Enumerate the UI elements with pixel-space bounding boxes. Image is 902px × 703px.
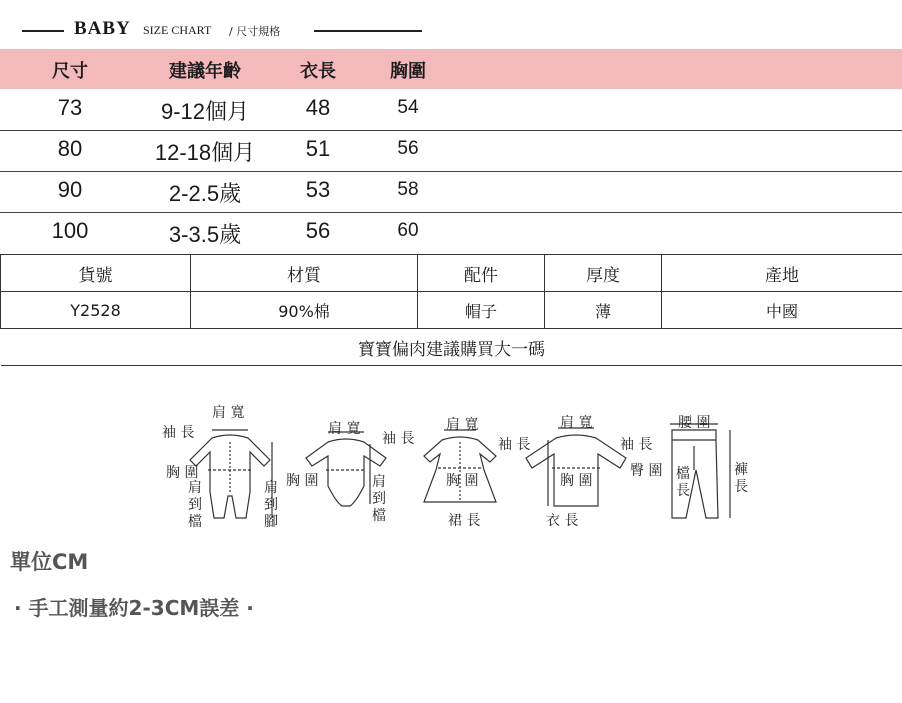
- top-shoulder-label: 肩 寬: [560, 415, 593, 431]
- pants-waist-label: 腰 圍: [678, 415, 711, 431]
- cell-chest: 54: [397, 97, 419, 118]
- top-sketch: [526, 428, 626, 506]
- cell-age: 3-3.5歲: [168, 222, 242, 247]
- pants-hip-label: 臀 圍: [630, 463, 663, 479]
- cell-chest: 56: [397, 138, 419, 159]
- attr-value-material: 90%棉: [191, 292, 418, 329]
- tolerance-note: · 手工測量約2-3CM誤差 ·: [14, 596, 254, 620]
- cell-age: 9-12個月: [160, 99, 250, 124]
- bodysuit-sleeve-label: 袖 長: [382, 431, 415, 447]
- cell-length: 56: [305, 218, 331, 243]
- attr-value-sku: Y2528: [1, 292, 191, 329]
- top-length-label: 衣 長: [546, 513, 579, 529]
- top-sleeve2-label: 袖 長: [620, 437, 653, 453]
- pants-crotch-label: 檔長: [676, 466, 690, 499]
- table-row: [0, 130, 902, 172]
- subtitle-zh: / 尺寸規格: [229, 25, 281, 38]
- cell-length: 51: [305, 136, 331, 161]
- sizing-note: 寶寶偏肉建議購買大一碼: [1, 329, 902, 366]
- romper-chest-label: 胸 圍: [166, 465, 199, 481]
- attr-value-accessory: 帽子: [418, 292, 545, 329]
- bodysuit-shoulder-crotch-label: 肩到檔: [372, 474, 386, 524]
- table-row: [0, 171, 902, 213]
- table-row: [0, 212, 902, 253]
- brand-label: BABY: [74, 18, 131, 39]
- attr-value-origin: 中國: [662, 292, 902, 329]
- romper-shoulder-label: 肩 寬: [212, 405, 245, 421]
- attr-value-thickness: 薄: [545, 292, 662, 329]
- cell-age: 2-2.5歲: [168, 181, 242, 206]
- table-row: [0, 89, 902, 131]
- dress-chest-label: 胸 圍: [446, 473, 479, 489]
- cell-chest: 60: [397, 220, 419, 241]
- attr-header-thickness: 厚度: [545, 255, 662, 292]
- column-header-size: 尺寸: [52, 61, 88, 82]
- cell-size: 73: [57, 95, 83, 120]
- title-rule-left: [22, 30, 64, 32]
- title-rule-right: [314, 30, 422, 32]
- attr-header-material: 材質: [191, 255, 418, 292]
- measurement-diagrams: [150, 400, 760, 540]
- pants-length-label: 褲長: [734, 462, 748, 495]
- romper-shoulder-crotch-label: 肩到檔: [188, 480, 202, 530]
- dress-skirt-label: 裙 長: [448, 513, 481, 529]
- attr-header-origin: 產地: [662, 255, 902, 292]
- attr-header-sku: 貨號: [1, 255, 191, 292]
- top-sleeve-label: 袖 長: [498, 437, 531, 453]
- attributes-header-row: [1, 255, 902, 292]
- size-table-header: [0, 49, 902, 89]
- product-attributes-table: [0, 254, 902, 366]
- column-header-age: 建議年齡: [169, 61, 241, 82]
- cell-chest: 58: [397, 179, 419, 200]
- bodysuit-chest-label: 胸 圍: [286, 473, 319, 489]
- cell-size: 90: [57, 177, 83, 202]
- dress-shoulder-label: 肩 寬: [446, 417, 479, 433]
- top-chest-label: 胸 圍: [560, 473, 593, 489]
- cell-age: 12-18個月: [154, 140, 256, 165]
- column-header-length: 衣長: [300, 61, 336, 82]
- unit-label: 單位CM: [10, 550, 89, 574]
- dress-sketch: [424, 430, 496, 502]
- cell-length: 53: [305, 177, 331, 202]
- cell-size: 80: [57, 136, 83, 161]
- romper-shoulder-foot-label: 肩到腳: [264, 480, 278, 530]
- attr-header-accessory: 配件: [418, 255, 545, 292]
- chart-title: [0, 18, 440, 42]
- attributes-value-row: [1, 292, 902, 329]
- column-header-chest: 胸圍: [390, 61, 426, 82]
- romper-sleeve-label: 袖 長: [162, 425, 195, 441]
- cell-length: 48: [305, 95, 331, 120]
- bodysuit-shoulder-label: 肩 寬: [328, 421, 361, 437]
- cell-size: 100: [51, 218, 89, 243]
- subtitle-en: SIZE CHART: [143, 23, 212, 37]
- attributes-note-row: [1, 329, 902, 366]
